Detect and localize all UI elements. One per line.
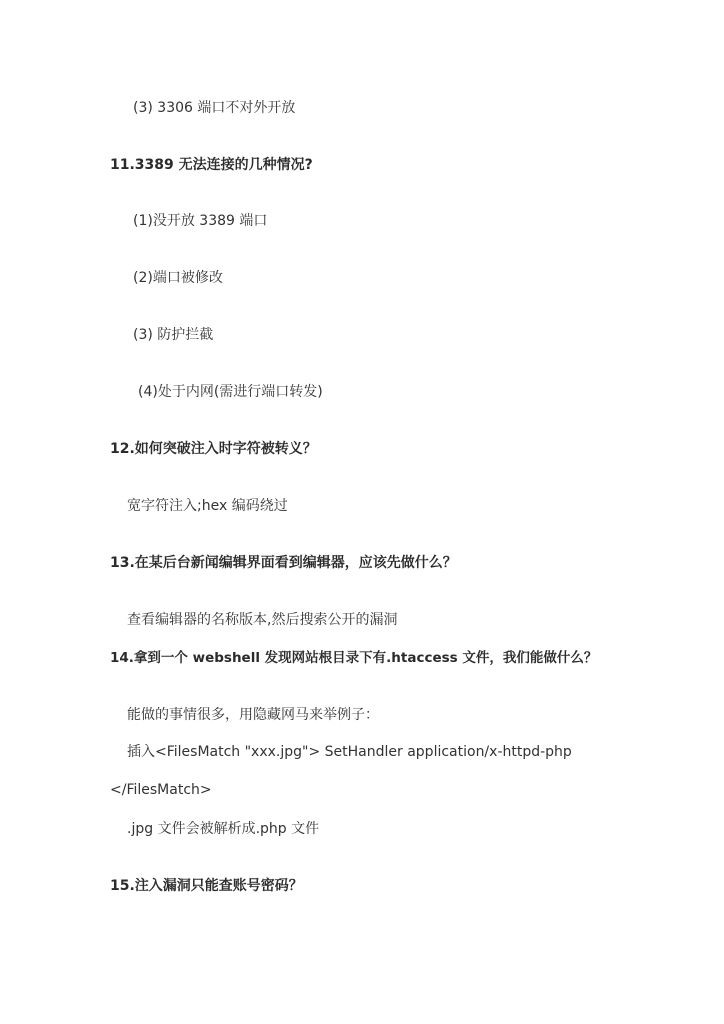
text-line: 查看编辑器的名称版本,然后搜索公开的漏洞 — [127, 612, 398, 628]
text-line: (3) 3306 端口不对外开放 — [133, 100, 296, 116]
question-heading: 11.3389 无法连接的几种情况? — [110, 157, 313, 173]
text-line: .jpg 文件会被解析成.php 文件 — [127, 821, 320, 837]
text-line: 能做的事情很多，用隐藏网马来举例子： — [127, 707, 379, 723]
text-line: (4)处于内网(需进行端口转发) — [138, 384, 323, 400]
text-line: (1)没开放 3389 端口 — [133, 213, 268, 229]
text-line: 宽字符注入;hex 编码绕过 — [127, 498, 288, 514]
question-heading: 15.注入漏洞只能查账号密码？ — [110, 878, 303, 894]
text-line: (2)端口被修改 — [133, 270, 223, 286]
text-line: 插入<FilesMatch "xxx.jpg"> SetHandler application/x-httpd-php — [127, 744, 572, 760]
question-heading: 14.拿到一个 webshell 发现网站根目录下有.htaccess 文件，我们能做什么？ — [110, 650, 598, 666]
text-line: (3) 防护拦截 — [133, 327, 214, 343]
text-line: </FilesMatch> — [110, 782, 212, 798]
question-heading: 13.在某后台新闻编辑界面看到编辑器，应该先做什么？ — [110, 555, 457, 571]
question-heading: 12.如何突破注入时字符被转义？ — [110, 441, 317, 457]
